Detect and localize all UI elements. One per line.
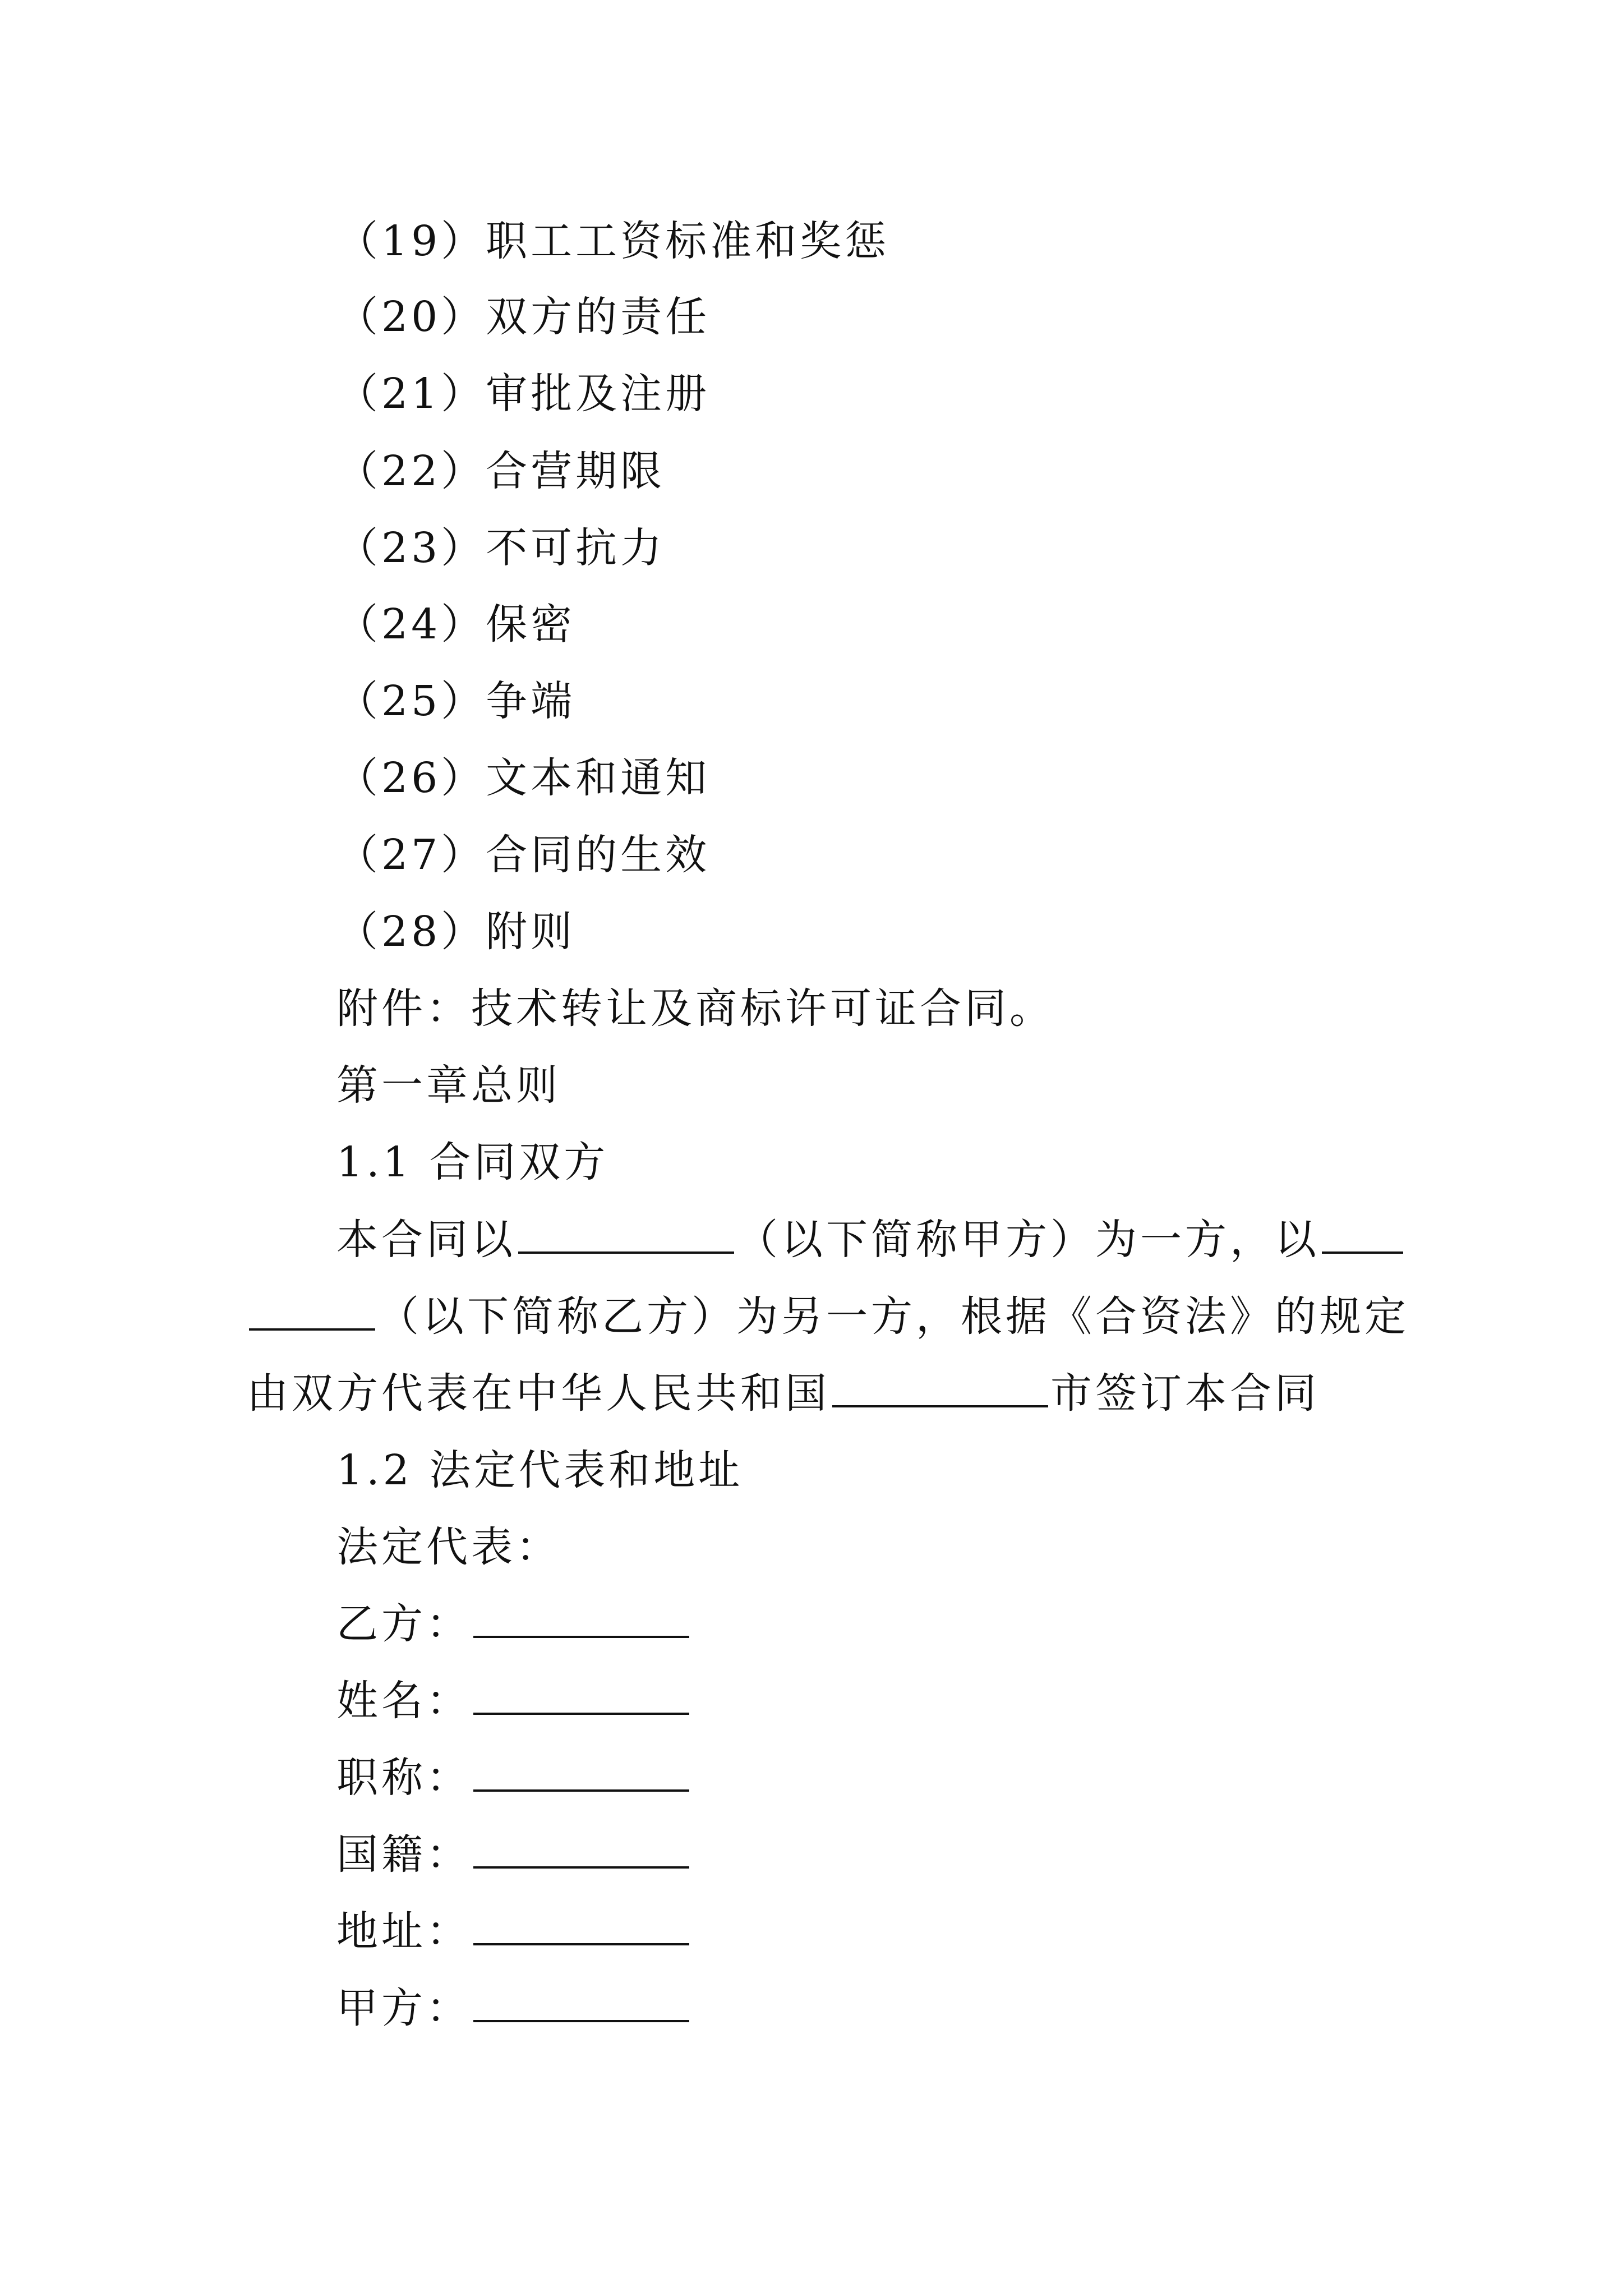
text-segment: 市签订本合同 [1050,1369,1320,1418]
text-segment: 本合同以 [336,1216,516,1264]
blank-party-b-end[interactable] [249,1289,375,1331]
section-heading-1-2: 1.2 法定代表和地址 [336,1446,744,1494]
field-label: 甲方： [336,1984,471,2032]
field-label: 地址： [336,1907,471,1955]
toc-item-26: （26）文本和通知 [336,754,711,802]
blank-party-b-start[interactable] [1322,1212,1403,1254]
text-segment: （以下简称乙方）为另一方，根据《合资法》的规定 [377,1292,1409,1341]
field-blank[interactable] [473,1904,689,1945]
contract-parties-line-3 [247,1365,1320,1421]
toc-item-25: （25）争端 [336,677,576,725]
contract-parties-line-2 [247,1289,1409,1345]
field-title [336,1750,691,1806]
toc-item-28: （28）附则 [336,908,576,956]
chapter-title: 第一章总则 [336,1061,561,1110]
attachment-line: 附件：技术转让及商标许可证合同。 [336,984,1054,1033]
field-blank[interactable] [473,1750,689,1792]
field-party-a [336,1980,691,2036]
toc-item-24: （24）保密 [336,600,576,648]
field-nationality [336,1826,691,1883]
field-blank[interactable] [473,1596,689,1638]
blank-city[interactable] [832,1366,1048,1407]
toc-item-22: （22）合营期限 [336,447,666,495]
section-heading-1-1: 1.1 合同双方 [336,1138,609,1186]
toc-item-19: （19）职工工资标准和奖惩 [336,217,890,265]
field-label: 职称： [336,1754,471,1802]
field-name [336,1673,691,1729]
contract-parties-line-1 [336,1212,1405,1268]
toc-item-20: （20）双方的责任 [336,293,711,341]
text-segment: （以下简称甲方）为一方，以 [736,1216,1320,1264]
field-blank[interactable] [473,1673,689,1715]
legal-representative-label: 法定代表： [336,1523,561,1571]
field-label: 乙方： [336,1600,471,1648]
field-label: 姓名： [336,1677,471,1725]
field-party-b [336,1596,691,1652]
field-blank[interactable] [473,1981,689,2022]
field-label: 国籍： [336,1830,471,1879]
toc-item-21: （21）审批及注册 [336,370,711,418]
text-segment: 由双方代表在中华人民共和国 [247,1369,830,1418]
toc-item-23: （23）不可抗力 [336,524,666,572]
blank-party-a[interactable] [518,1212,734,1254]
field-address [336,1903,691,1959]
field-blank[interactable] [473,1827,689,1869]
toc-item-27: （27）合同的生效 [336,831,711,879]
